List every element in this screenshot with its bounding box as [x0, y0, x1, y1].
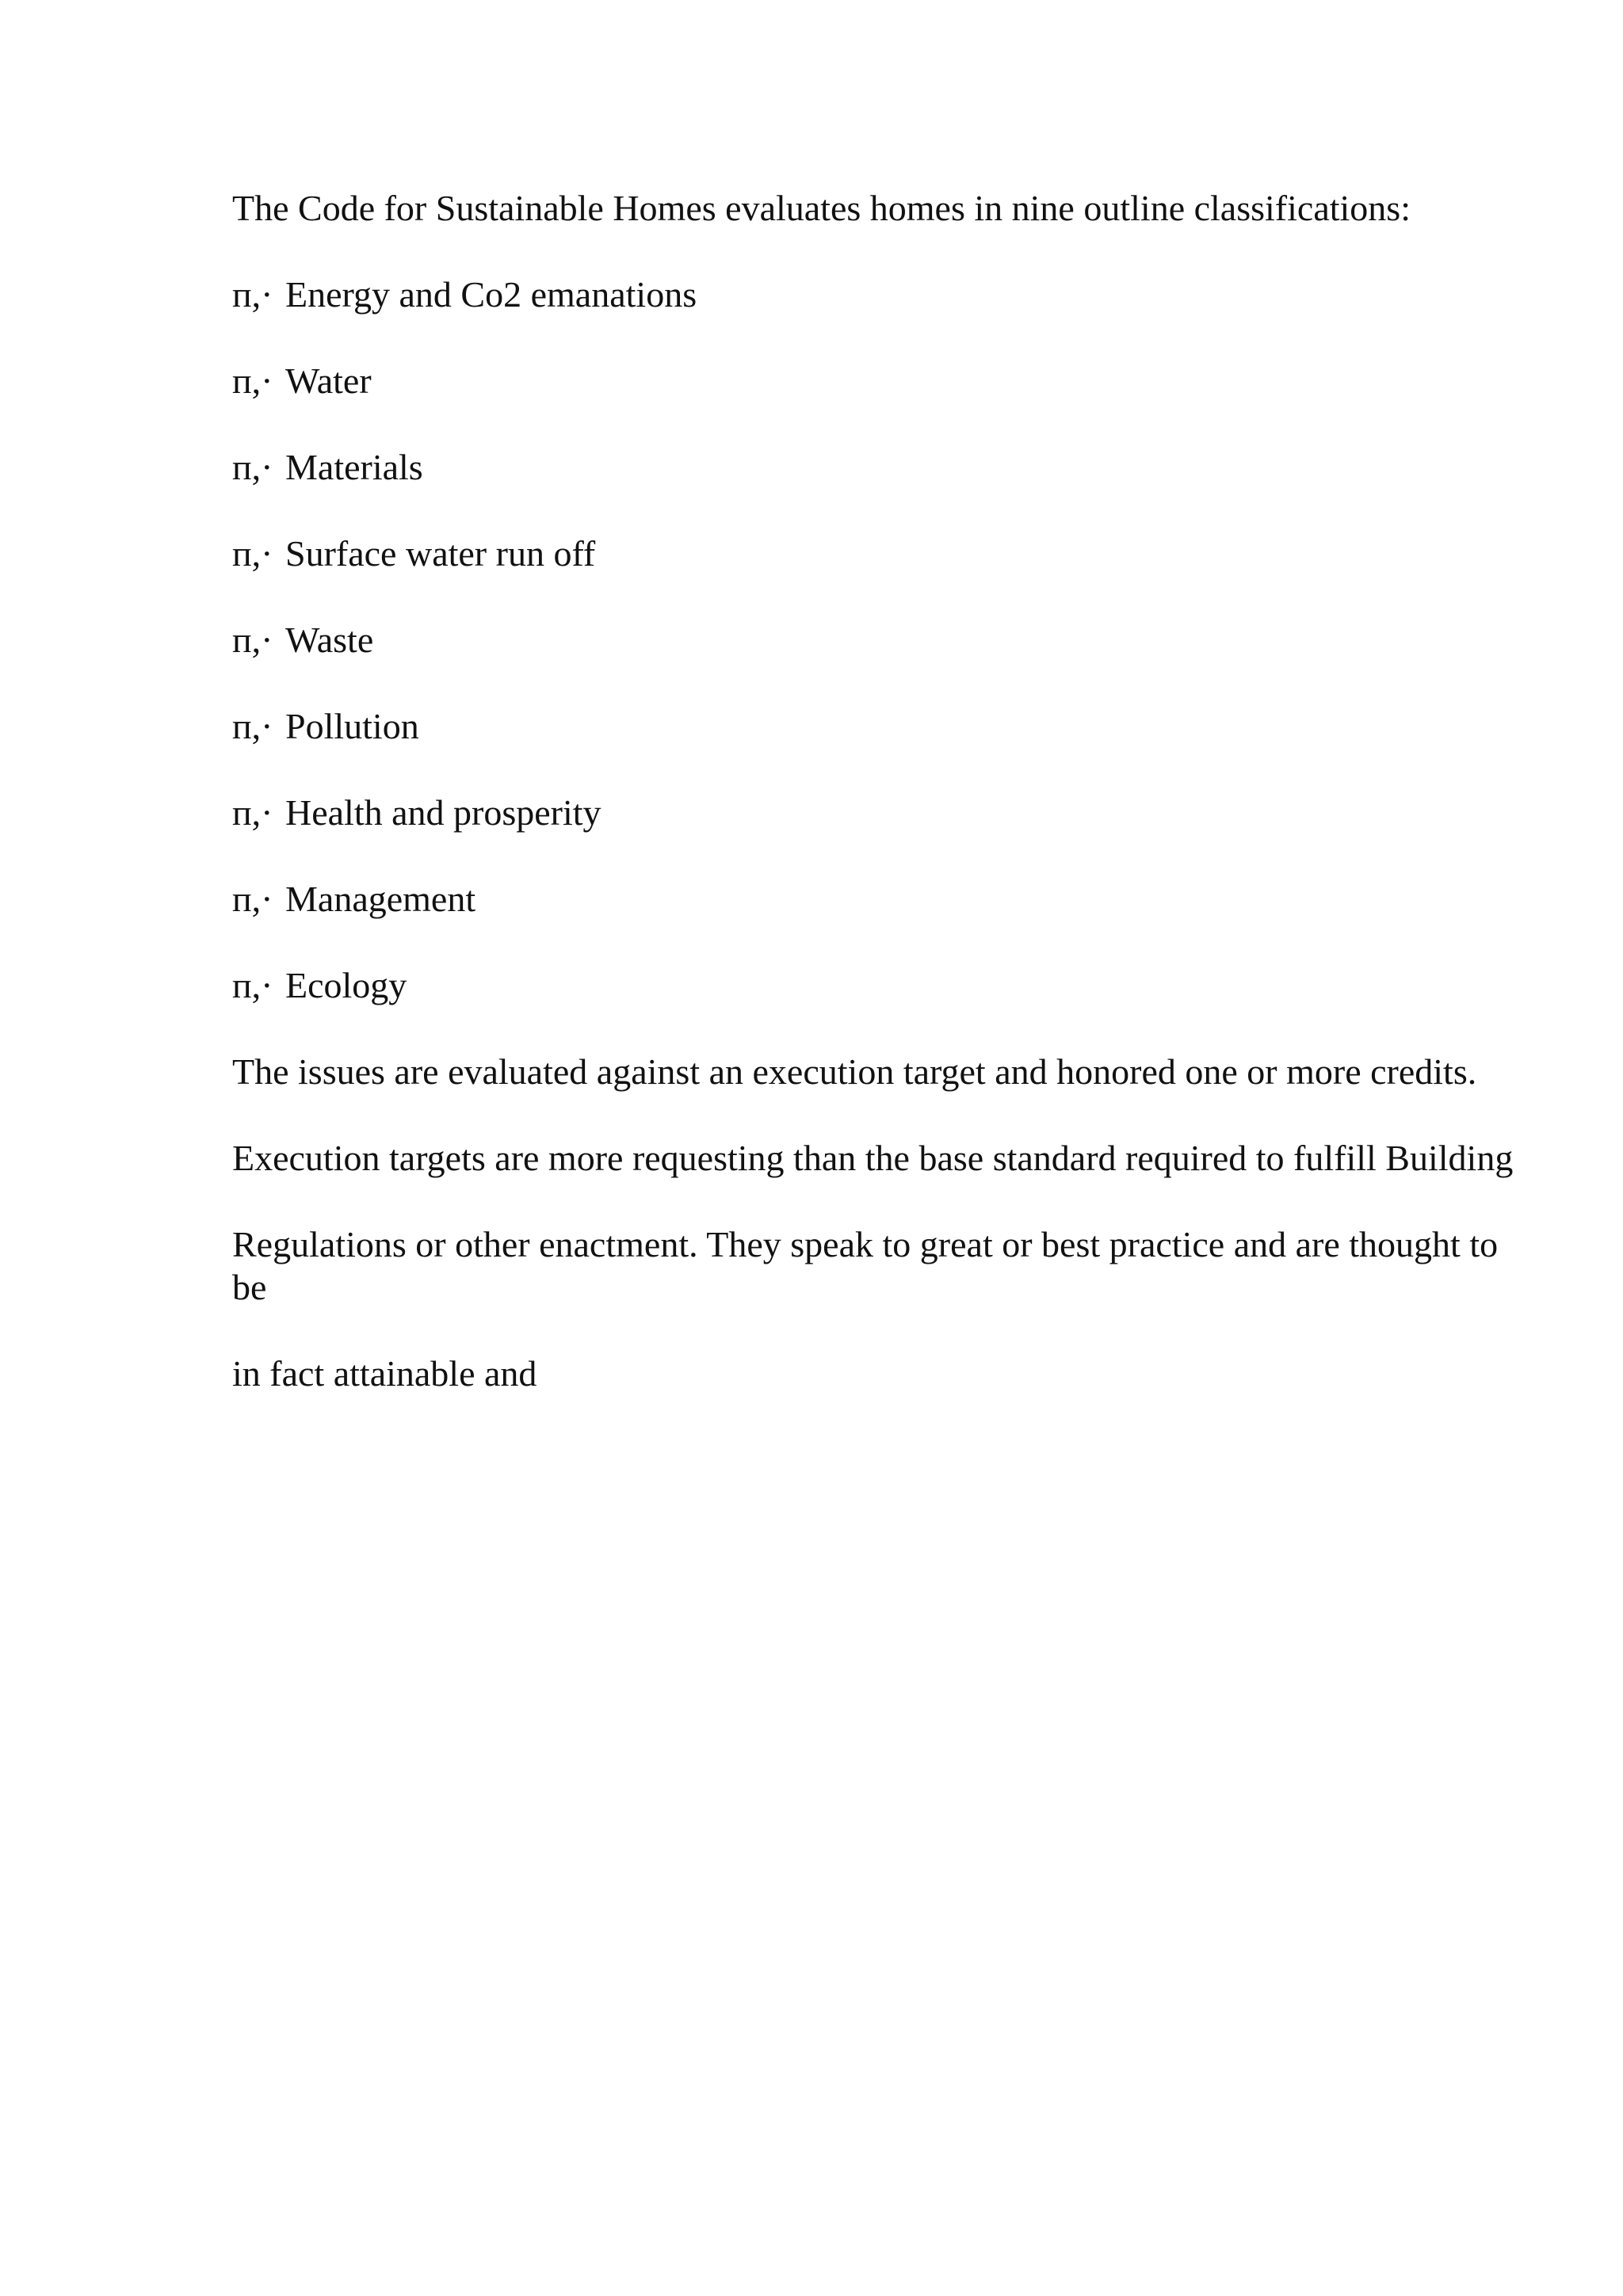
list-item-text: Pollution: [285, 706, 419, 746]
issues-paragraph: The issues are evaluated against an execution target and honored one or more credits.: [232, 1051, 1477, 1092]
list-item-energy: [232, 273, 1516, 316]
intro-paragraph: The Code for Sustainable Homes evaluates homes in nine outline classifications:: [232, 188, 1411, 228]
list-item-text: Ecology: [285, 965, 407, 1005]
list-item-text: Water: [285, 360, 372, 401]
list-item-management: [232, 878, 1516, 921]
list-item-text: Management: [285, 879, 476, 919]
list-item-water: [232, 360, 1516, 402]
attainable-paragraph: in fact attainable and: [232, 1353, 537, 1394]
list-item-health: [232, 791, 1516, 834]
regulations-paragraph: Regulations or other enactment. They speak to great or best practice and are thought to be: [232, 1224, 1499, 1307]
bullet-marker: п,·: [232, 533, 273, 574]
document-body: [232, 187, 1516, 1439]
bullet-marker: п,·: [232, 360, 273, 401]
bullet-marker: п,·: [232, 620, 273, 660]
list-item-text: Materials: [285, 447, 423, 487]
bullet-marker: п,·: [232, 965, 273, 1005]
list-item-waste: [232, 619, 1516, 662]
list-item-text: Waste: [285, 620, 374, 660]
list-item-materials: [232, 446, 1516, 489]
bullet-marker: п,·: [232, 792, 273, 833]
bullet-marker: п,·: [232, 879, 273, 919]
execution-targets-paragraph: Execution targets are more requesting than the base standard required to fulfill Building: [232, 1138, 1514, 1178]
list-item-ecology: [232, 964, 1516, 1007]
bullet-marker: п,·: [232, 706, 273, 746]
list-item-text: Surface water run off: [285, 533, 596, 574]
bullet-marker: п,·: [232, 274, 273, 315]
list-item-text: Energy and Co2 emanations: [285, 274, 697, 315]
bullet-marker: п,·: [232, 447, 273, 487]
list-item-surface-water: [232, 532, 1516, 575]
list-item-pollution: [232, 705, 1516, 748]
list-item-text: Health and prosperity: [285, 792, 601, 833]
